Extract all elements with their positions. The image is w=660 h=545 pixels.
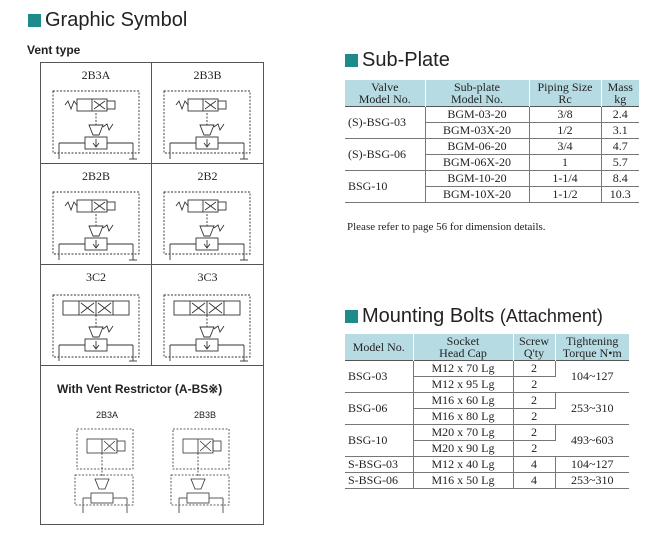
table-row	[345, 457, 629, 473]
table-cell: 5.7	[601, 155, 639, 171]
model-cell: S-BSG-06	[345, 473, 413, 489]
table-cell: 3/8	[529, 107, 601, 123]
symbol-label: 3C2	[85, 270, 106, 284]
torque-cell: 104~127	[555, 457, 629, 473]
mounting-bolts-title-paren: (Attachment)	[499, 306, 603, 326]
section-marker-sub-plate	[345, 54, 358, 67]
table-cell: 3.1	[601, 123, 639, 139]
hydraulic-symbol-diagram	[152, 265, 262, 365]
model-cell: BSG-03	[345, 361, 413, 393]
table-cell: M20 x 70 Lg	[413, 425, 513, 441]
table-cell: BGM-10-20	[425, 171, 529, 187]
table-cell: 2	[513, 361, 555, 377]
vent-restrictor-label: 2B3B	[193, 410, 217, 420]
section-marker-mounting-bolts	[345, 310, 358, 323]
symbol-cell	[41, 265, 152, 365]
table-cell: M16 x 80 Lg	[413, 409, 513, 425]
vent-restrictor-row	[41, 365, 263, 524]
table-cell: 1-1/2	[529, 187, 601, 203]
table-cell: BGM-06-20	[425, 139, 529, 155]
sub-plate-title: Sub-Plate	[362, 49, 450, 71]
torque-cell: 253~310	[555, 473, 629, 489]
torque-cell: 493~603	[555, 425, 629, 457]
torque-cell: 253~310	[555, 393, 629, 425]
symbol-row	[41, 264, 263, 365]
table-cell: 8.4	[601, 171, 639, 187]
mounting-bolts-table	[345, 334, 629, 489]
vent-restrictor-symbol-diagram	[73, 423, 143, 518]
table-cell: BGM-06X-20	[425, 155, 529, 171]
table-cell: 2	[513, 425, 555, 441]
table-cell: 2	[513, 393, 555, 409]
table-cell: 1/2	[529, 123, 601, 139]
table-row	[345, 171, 639, 187]
table-cell: 2	[513, 377, 555, 393]
table-cell: M20 x 90 Lg	[413, 441, 513, 457]
vent-restrictor-label: 2B3A	[95, 410, 119, 420]
column-header: Valve Model No.	[345, 80, 425, 107]
mounting-bolts-title	[362, 305, 603, 328]
table-header-row	[345, 334, 629, 361]
symbol-cell	[152, 265, 263, 365]
table-row	[345, 393, 629, 409]
valve-model-cell: (S)-BSG-06	[345, 139, 425, 171]
mounting-bolts-title-main: Mounting Bolts	[362, 305, 495, 327]
model-cell: BSG-10	[345, 425, 413, 457]
section-marker-graphic-symbol	[28, 14, 41, 27]
sub-plate-table	[345, 80, 639, 203]
symbol-label: 2B3B	[193, 68, 222, 82]
table-row	[345, 139, 639, 155]
column-header: Sub-plate Model No.	[425, 80, 529, 107]
table-cell: BGM-10X-20	[425, 187, 529, 203]
table-cell: BGM-03X-20	[425, 123, 529, 139]
table-cell: 4	[513, 473, 555, 489]
column-header: Socket Head Cap	[413, 334, 513, 361]
table-cell: 2.4	[601, 107, 639, 123]
symbol-row	[41, 163, 263, 264]
column-header: Model No.	[345, 334, 413, 361]
table-cell: 2	[513, 409, 555, 425]
table-row	[345, 425, 629, 441]
table-cell: 4.7	[601, 139, 639, 155]
table-cell: BGM-03-20	[425, 107, 529, 123]
table-cell: 2	[513, 441, 555, 457]
symbol-cell	[41, 164, 152, 264]
table-cell: M12 x 70 Lg	[413, 361, 513, 377]
column-header: Tightening Torque N•m	[555, 334, 629, 361]
hydraulic-symbol-diagram	[41, 265, 151, 365]
hydraulic-symbol-diagram	[41, 164, 151, 264]
table-row	[345, 107, 639, 123]
symbol-row	[41, 63, 263, 163]
symbol-label: 2B3A	[81, 68, 111, 82]
model-cell: BSG-06	[345, 393, 413, 425]
vent-restrictor-symbol-diagram	[169, 423, 239, 518]
table-cell: M16 x 50 Lg	[413, 473, 513, 489]
hydraulic-symbol-diagram	[152, 164, 262, 264]
symbol-label: 2B2	[197, 169, 218, 183]
table-cell: 1	[529, 155, 601, 171]
table-row	[345, 361, 629, 377]
table-row	[345, 473, 629, 489]
table-cell: 3/4	[529, 139, 601, 155]
symbol-grid	[40, 62, 264, 525]
sub-plate-note: Please refer to page 56 for dimension details.	[347, 221, 546, 233]
valve-model-cell: BSG-10	[345, 171, 425, 203]
vent-restrictor-title: With Vent Restrictor (A-BS※)	[57, 382, 223, 396]
table-cell: M12 x 40 Lg	[413, 457, 513, 473]
column-header: Screw Q'ty	[513, 334, 555, 361]
model-cell: S-BSG-03	[345, 457, 413, 473]
table-cell: 1-1/4	[529, 171, 601, 187]
graphic-symbol-title: Graphic Symbol	[45, 9, 188, 31]
column-header: Mass kg	[601, 80, 639, 107]
table-cell: M12 x 95 Lg	[413, 377, 513, 393]
torque-cell: 104~127	[555, 361, 629, 393]
symbol-label: 3C3	[197, 270, 218, 284]
table-cell: 10.3	[601, 187, 639, 203]
table-cell: M16 x 60 Lg	[413, 393, 513, 409]
column-header: Piping Size Rc	[529, 80, 601, 107]
hydraulic-symbol-diagram	[41, 63, 151, 163]
vent-type-label: Vent type	[27, 43, 81, 57]
table-header-row	[345, 80, 639, 107]
table-cell: 4	[513, 457, 555, 473]
symbol-cell	[152, 164, 263, 264]
symbol-cell	[41, 63, 152, 163]
valve-model-cell: (S)-BSG-03	[345, 107, 425, 139]
hydraulic-symbol-diagram	[152, 63, 262, 163]
symbol-cell	[152, 63, 263, 163]
symbol-label: 2B2B	[81, 169, 110, 183]
